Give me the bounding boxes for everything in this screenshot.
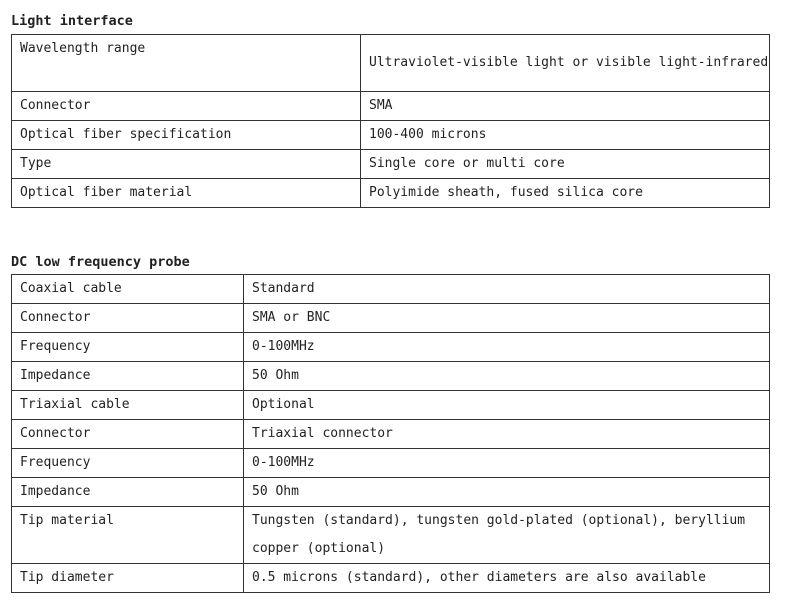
spec-value: Optional bbox=[244, 391, 770, 420]
table-row bbox=[12, 420, 770, 449]
spec-label: Wavelength range bbox=[12, 35, 361, 92]
spec-value: Triaxial connector bbox=[244, 420, 770, 449]
spec-label: Tip diameter bbox=[12, 564, 244, 593]
table-row bbox=[12, 391, 770, 420]
spec-value: 0.5 microns (standard), other diameters are also available bbox=[244, 564, 770, 593]
spec-label: Connector bbox=[12, 420, 244, 449]
spec-label: Impedance bbox=[12, 478, 244, 507]
spec-value: Standard bbox=[244, 275, 770, 304]
dc-probe-table bbox=[11, 274, 770, 593]
table-row bbox=[12, 362, 770, 391]
table-row bbox=[12, 507, 770, 564]
spec-label: Connector bbox=[12, 304, 244, 333]
spec-label: Frequency bbox=[12, 449, 244, 478]
spec-label: Optical fiber material bbox=[12, 179, 361, 208]
table-row bbox=[12, 478, 770, 507]
spec-value: Polyimide sheath, fused silica core bbox=[361, 179, 770, 208]
spec-value: SMA bbox=[361, 92, 770, 121]
table-row bbox=[12, 150, 770, 179]
table-row bbox=[12, 449, 770, 478]
spec-label: Coaxial cable bbox=[12, 275, 244, 304]
spec-value: 50 Ohm bbox=[244, 478, 770, 507]
spec-value: Ultraviolet-visible light or visible light-infrared bbox=[361, 35, 770, 92]
spec-value: Single core or multi core bbox=[361, 150, 770, 179]
table-row bbox=[12, 333, 770, 362]
light-interface-table bbox=[11, 34, 770, 208]
spec-value: SMA or BNC bbox=[244, 304, 770, 333]
spec-label: Triaxial cable bbox=[12, 391, 244, 420]
spec-value: Tungsten (standard), tungsten gold-plated (optional), beryllium copper (optional) bbox=[244, 507, 770, 564]
spec-label: Tip material bbox=[12, 507, 244, 564]
table-row bbox=[12, 275, 770, 304]
light-interface-heading: Light interface bbox=[11, 13, 133, 29]
spec-label: Frequency bbox=[12, 333, 244, 362]
spec-label: Connector bbox=[12, 92, 361, 121]
table-row bbox=[12, 92, 770, 121]
spec-label: Optical fiber specification bbox=[12, 121, 361, 150]
table-row bbox=[12, 564, 770, 593]
table-row bbox=[12, 179, 770, 208]
table-row bbox=[12, 121, 770, 150]
spec-value: 0-100MHz bbox=[244, 449, 770, 478]
spec-value: 100-400 microns bbox=[361, 121, 770, 150]
table-row bbox=[12, 304, 770, 333]
table-row bbox=[12, 35, 770, 92]
dc-probe-heading: DC low frequency probe bbox=[11, 254, 190, 270]
spec-value: 0-100MHz bbox=[244, 333, 770, 362]
spec-label: Type bbox=[12, 150, 361, 179]
spec-value: 50 Ohm bbox=[244, 362, 770, 391]
spec-label: Impedance bbox=[12, 362, 244, 391]
